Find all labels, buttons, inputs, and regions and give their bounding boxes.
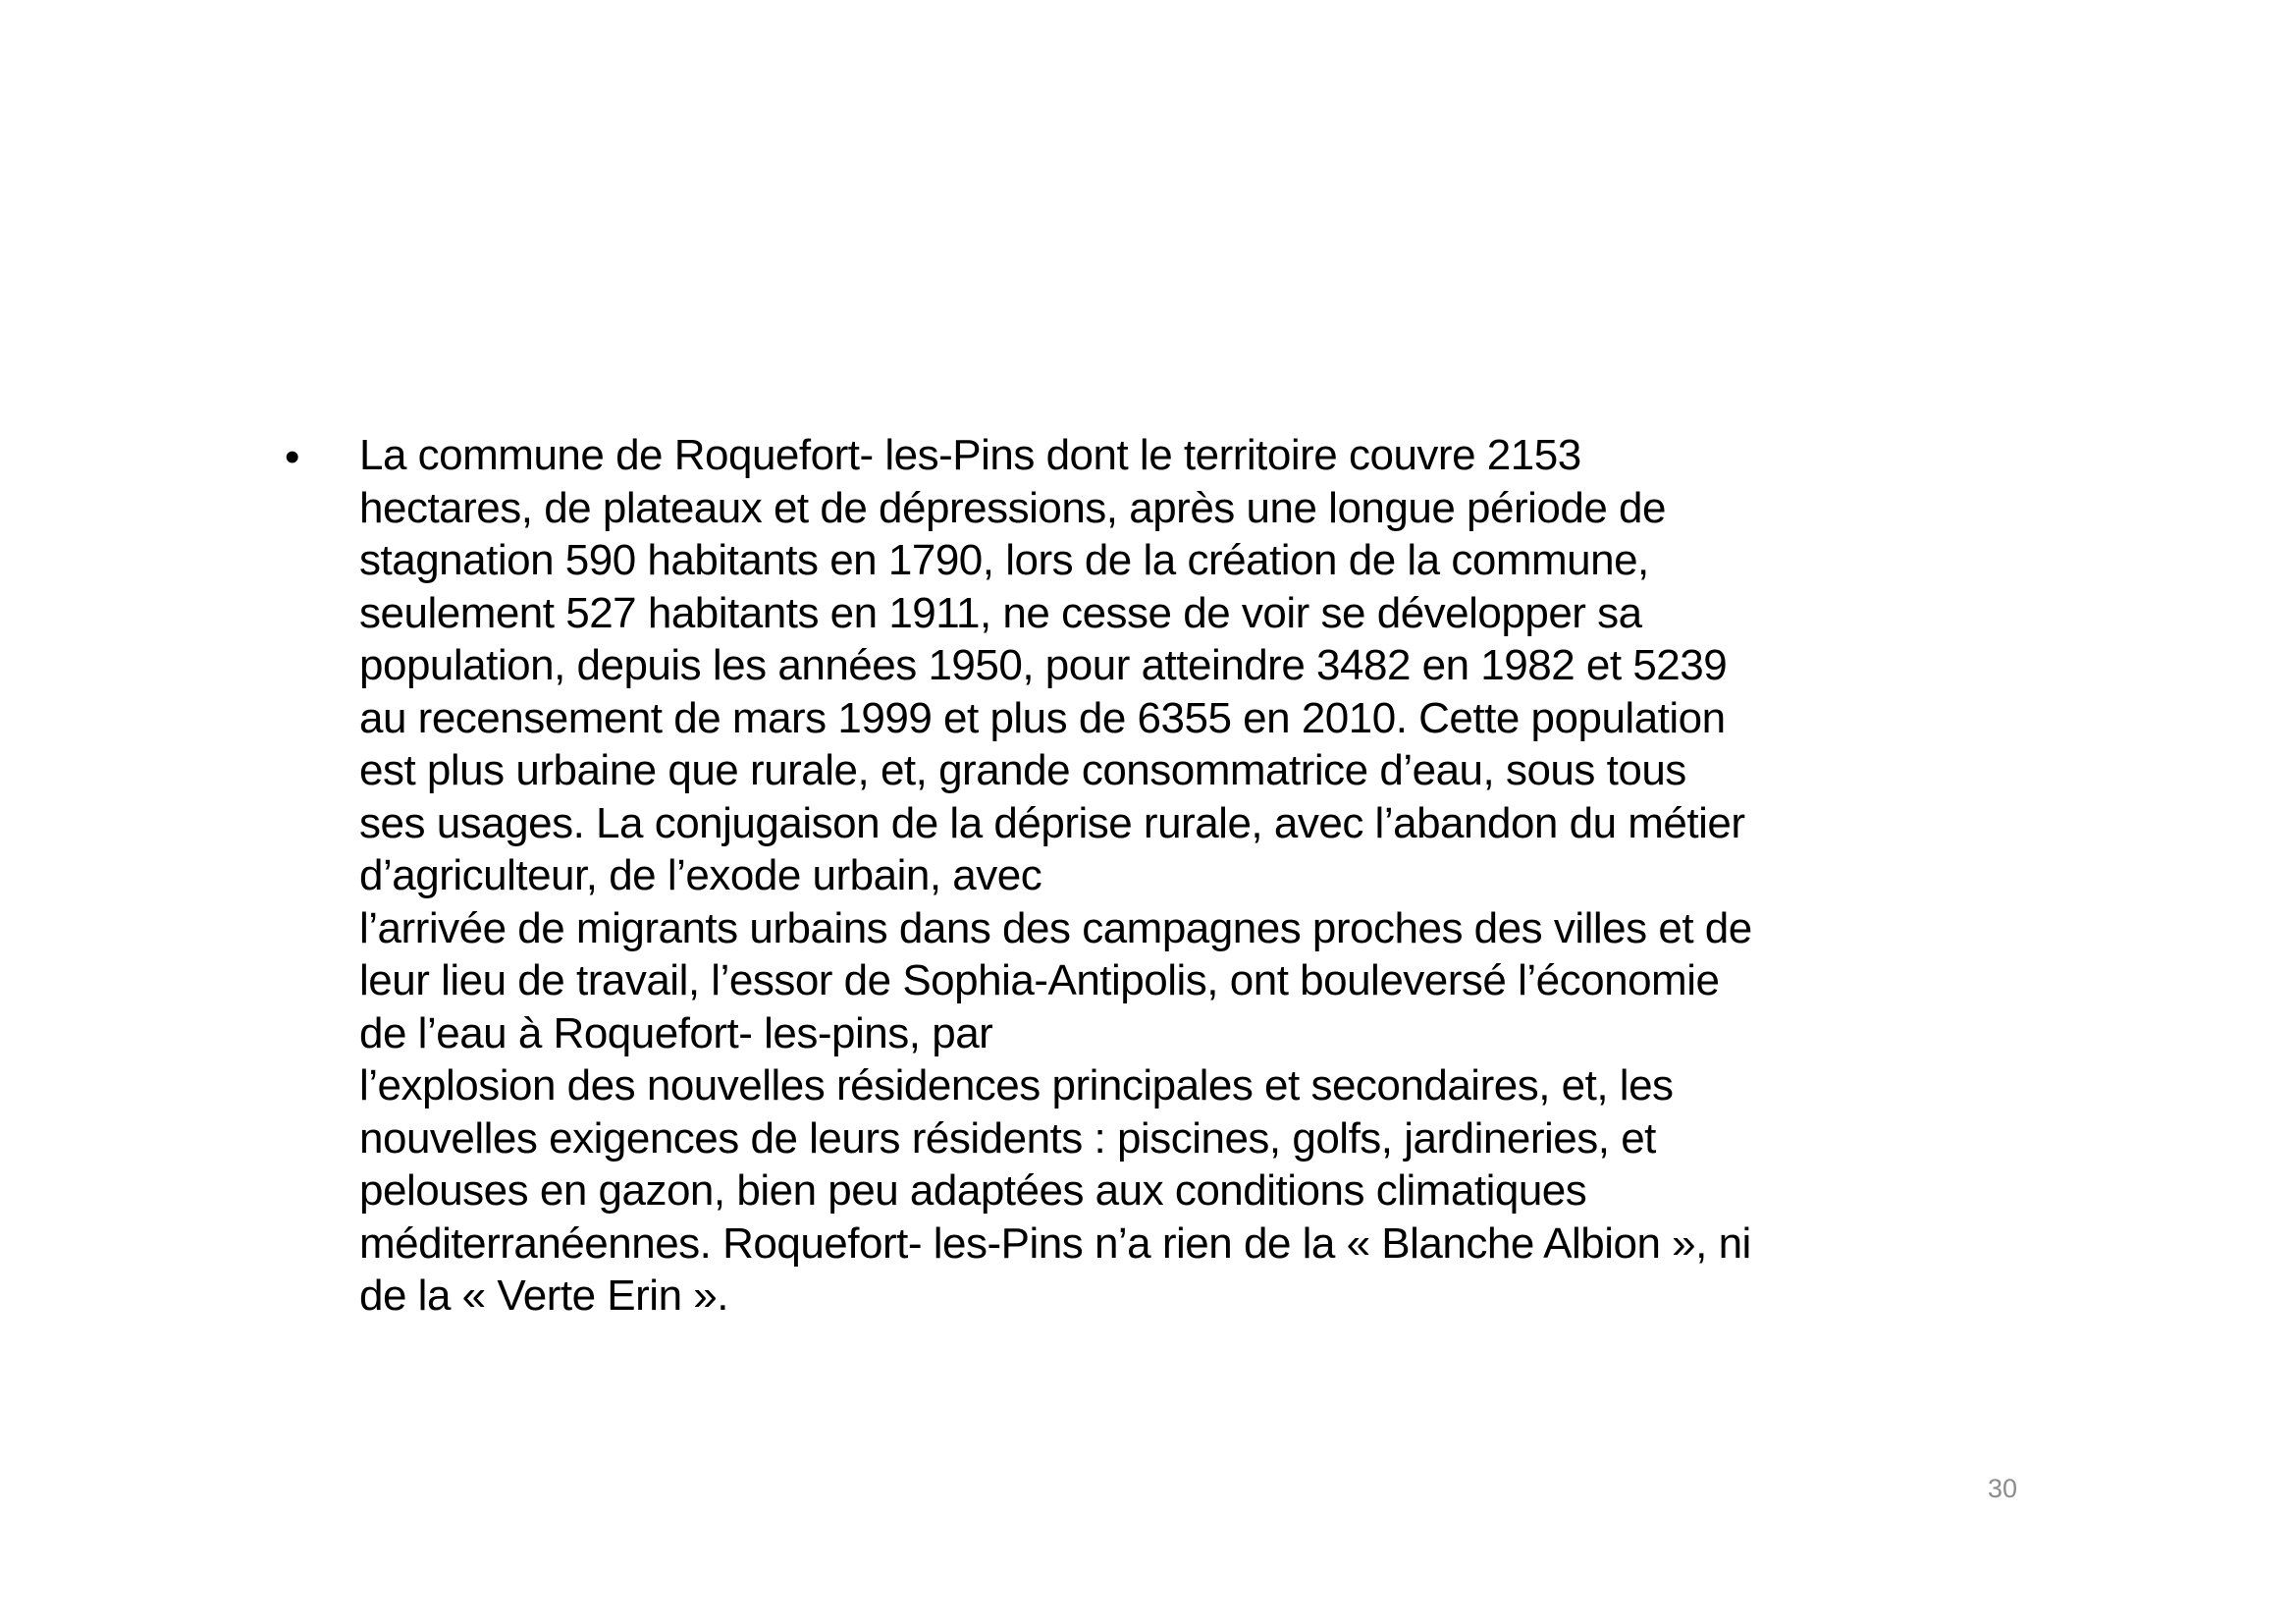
paragraph-line: l’arrivée de migrants urbains dans des campagnes proches des villes et de [359,903,1752,952]
bullet-paragraph [359,429,2126,1323]
paragraph-line: hectares, de plateaux et de dépressions, après une longue période de [359,483,1666,532]
paragraph-line: pelouses en gazon, bien peu adaptées aux conditions climatiques [359,1166,1587,1215]
paragraph-line: l’explosion des nouvelles résidences principales et secondaires, et, les [359,1061,1674,1109]
paragraph-line: d’agriculteur, de l’exode urbain, avec [359,851,1042,899]
bullet-marker: • [285,433,300,481]
paragraph-line: est plus urbaine que rurale, et, grande consommatrice d’eau, sous tous [359,746,1686,794]
paragraph-line: au recensement de mars 1999 et plus de 6355 en 2010. Cette population [359,693,1726,742]
paragraph-line: seulement 527 habitants en 1911, ne cesse de voir se développer sa [359,588,1642,637]
paragraph-line: leur lieu de travail, l’essor de Sophia-Antipolis, ont bouleversé l’économie [359,956,1720,1004]
paragraph-line: de la « Verte Erin ». [359,1271,728,1320]
paragraph-line: stagnation 590 habitants en 1790, lors de la création de la commune, [359,536,1649,584]
paragraph-line: population, depuis les années 1950, pour atteindre 3482 en 1982 et 5239 [359,641,1728,689]
page-number: 30 [1988,1474,2018,1503]
paragraph-line: méditerranéennes. Roquefort- les-Pins n’a rien de la « Blanche Albion », ni [359,1218,1751,1268]
paragraph-line: de l’eau à Roquefort- les-pins, par [359,1008,993,1057]
paragraph-line: La commune de Roquefort- les-Pins dont le territoire couvre 2153 [359,431,1581,479]
paragraph-line: nouvelles exigences de leurs résidents : piscines, golfs, jardineries, et [359,1113,1656,1163]
paragraph-line: ses usages. La conjugaison de la déprise rurale, avec l’abandon du métier [359,798,1745,847]
